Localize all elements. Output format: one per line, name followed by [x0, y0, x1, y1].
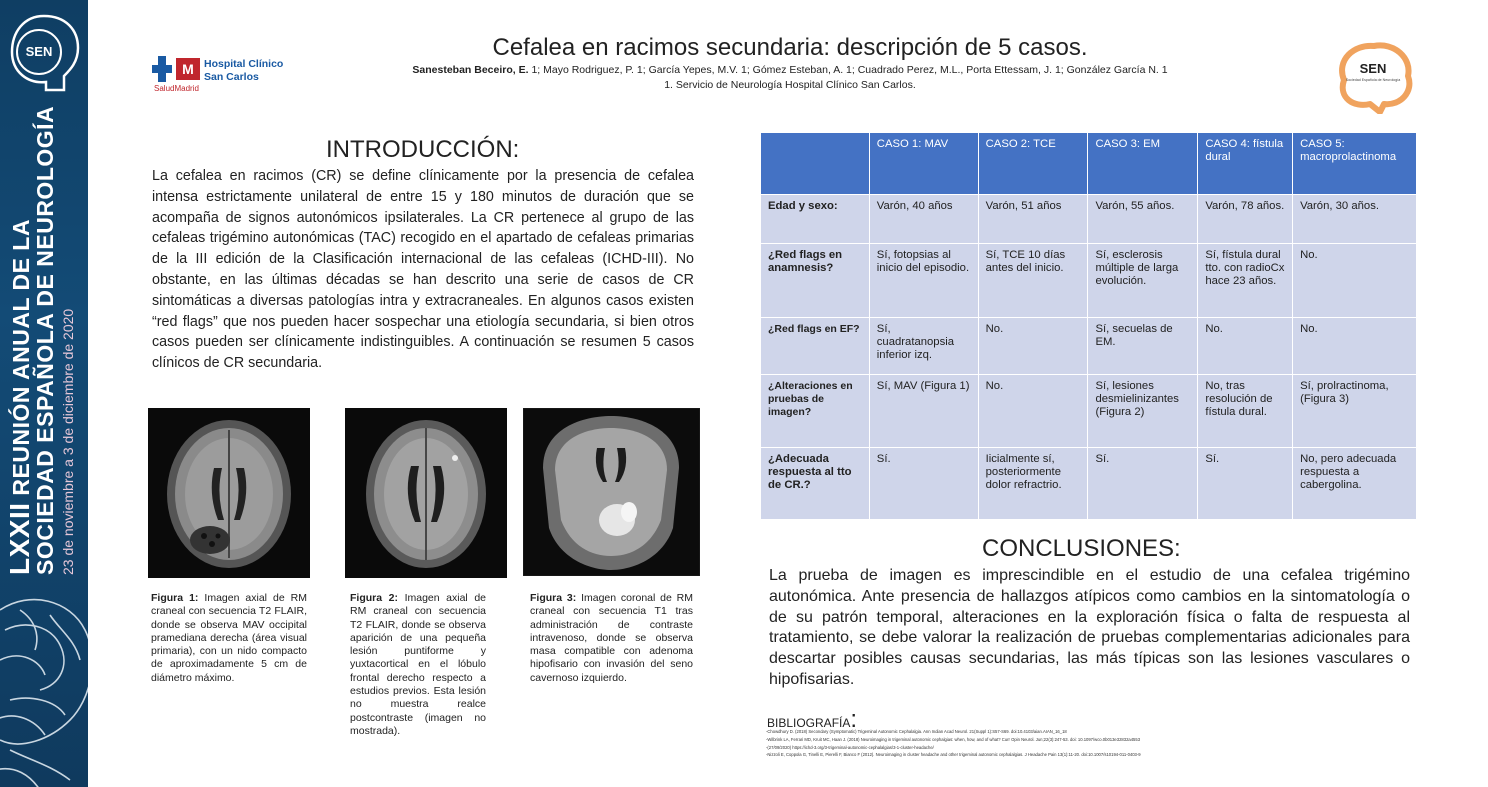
congress-dates: 23 de noviembre a 3 de diciembre de 2020 [60, 308, 76, 575]
table-row-header: ¿Adecuada respuesta al tto de CR.? [761, 448, 870, 520]
table-cell: Sí, cuadratanopsia inferior izq. [869, 318, 978, 375]
sidebar-logo-text: SEN [25, 44, 53, 59]
congress-number: LXXII [4, 502, 35, 575]
table-cell: Varón, 30 años. [1293, 195, 1417, 244]
conclusions-heading: CONCLUSIONES: [982, 535, 1181, 562]
bibliography-title: BIBLIOGRAFÍA [767, 716, 851, 730]
table-header-row [761, 133, 1417, 195]
first-author: Sanesteban Beceiro, E. [412, 64, 529, 76]
congress-line1: REUNIÓN ANUAL DE LA [8, 219, 34, 496]
figure-3-label: Figura 3: [530, 592, 577, 604]
intro-heading: INTRODUCCIÓN: [326, 136, 520, 163]
figure-1-label: Figura 1: [151, 592, 199, 604]
table-cell: Varón, 55 años. [1088, 195, 1198, 244]
figure-1-caption-text: Imagen axial de RM craneal con secuencia T2 FLAIR, donde se observa MAV occipital pramediana derecha (área visual primaria), con un nido compacto de aproximadamente 5 cm de diámetro máximo. [151, 592, 308, 684]
table-header-cell: CASO 1: MAV [869, 133, 978, 195]
hospital-cross-icon [152, 56, 202, 82]
poster-title: Cefalea en racimos secundaria: descripción de 5 casos. [492, 34, 1088, 61]
figure-2-mri-image [345, 408, 507, 578]
table-cell: Sí, TCE 10 días antes del inicio. [978, 244, 1088, 318]
table-cell: Iicialmente sí, posteriormente dolor refractrio. [978, 448, 1088, 520]
sen-logo [1330, 40, 1416, 114]
table-cell: No. [978, 318, 1088, 375]
hospital-logo [152, 56, 302, 96]
figure-3-mri-image [523, 408, 700, 576]
sen-logo-text: SEN [1359, 61, 1387, 76]
figure-1-caption [151, 592, 307, 685]
table-header-cell: CASO 4: fístula dural [1198, 133, 1293, 195]
table-cell: Sí. [1088, 448, 1198, 520]
bibliography-item: -Nizzoli E, Coppola G, Tinelli E, Pierelli F, Bianco F (2012). Neuroimaging in cluster headache and other trigeminal autonomic cephalalgias. J Headache Pain 13(1):11-20. doi:10.1007/s10194-011-0403-9 [766, 752, 1141, 758]
sidebar-banner [0, 0, 88, 787]
table-cell: No. [1198, 318, 1293, 375]
table-row-header: Edad y sexo: [761, 195, 870, 244]
table-cell: No. [1293, 244, 1417, 318]
table-cell: Sí, lesiones desmielinizantes (Figura 2) [1088, 375, 1198, 448]
svg-text:M: M [182, 61, 194, 77]
bibliography-item: -(27/09/2020) https://ichd-3.org/3-trigeminal-autonomic-cephalalgias/3-1-cluster-headache/ [766, 744, 934, 750]
table-cell: Varón, 51 años [978, 195, 1088, 244]
bibliography-colon: : [850, 706, 858, 733]
congress-line2: SOCIEDAD ESPAÑOLA DE NEUROLOGÍA [32, 105, 58, 575]
bibliography-item: -Chowdhury D. (2018) Secondary (Symptomatic) Trigeminal Autonomic Cephalalgia. Ann Indian Acad Neurol. 21(Suppl 1):S57-S69. doi:10.4103/aian.AIAN_16_18 [766, 729, 1067, 734]
table-cell: Sí. [1198, 448, 1293, 520]
table-cell: Sí, secuelas de EM. [1088, 318, 1198, 375]
figure-1-mri-image [148, 408, 310, 578]
hospital-name-line2: San Carlos [204, 71, 259, 83]
sen-brain-logo-icon [6, 10, 82, 98]
table-header-cell: CASO 5: macroprolactinoma [1293, 133, 1417, 195]
other-authors: 1; Mayo Rodriguez, P. 1; García Yepes, M.V. 1; Gómez Esteban, A. 1; Cuadrado Perez, M.L., Porta Ettessam, J. 1; González García N. 1 [528, 64, 1168, 76]
table-header-cell: CASO 3: EM [1088, 133, 1198, 195]
table-row [761, 448, 1417, 520]
table-row [761, 318, 1417, 375]
table-cell: Sí, fístula dural tto. con radioCx hace 23 años. [1198, 244, 1293, 318]
salud-madrid-text: SaludMadrid [154, 84, 199, 93]
table-cell: No, tras resolución de fístula dural. [1198, 375, 1293, 448]
table-row-header: ¿Red flags en EF? [761, 318, 870, 375]
table-header-cell: CASO 2: TCE [978, 133, 1088, 195]
table-header-cell [761, 133, 870, 195]
table-cell: Sí. [869, 448, 978, 520]
table-cell: Varón, 78 años. [1198, 195, 1293, 244]
table-row [761, 195, 1417, 244]
conclusions-paragraph: La prueba de imagen es imprescindible en el estudio de una cefalea trigémino autonómica. Ante presencia de hallazgos atípicos como cambios en la sintomatología o de su patrón temporal, alteraciones en la exploración física o falta de respuesta al tratamiento, se debe valorar la realización de pruebas complementarias adicionales para descartar posibles causas secundarias, las más típicas son las lesiones vasculares o hipofisarias. [769, 567, 1410, 688]
author-list [330, 64, 1250, 76]
figure-2-label: Figura 2: [350, 592, 398, 604]
table-row-header: ¿Red flags en anamnesis? [761, 244, 870, 318]
hospital-name-line1: Hospital Clínico [204, 58, 284, 70]
bibliography-list [766, 728, 1446, 759]
bibliography-item: -Wilbrink LA, Ferrari MD, Kruit MC, Haan J. (2018) Neuroimaging in trigeminal autonomic cephalgias: when, how, and of what? Curr Opin Neurol. Jun;22(3):247-53. doi: 10.1097/wco.0b013e32832a4553 [766, 736, 1141, 742]
table-row [761, 244, 1417, 318]
table-cell: Sí, MAV (Figura 1) [869, 375, 978, 448]
affiliation: 1. Servicio de Neurología Hospital Clínico San Carlos. [664, 79, 916, 91]
table-cell: Varón, 40 años [869, 195, 978, 244]
table-cell: No, pero adecuada respuesta a cabergolina. [1293, 448, 1417, 520]
brain-illustration-icon [0, 590, 88, 787]
table-cell: Sí, fotopsias al inicio del episodio. [869, 244, 978, 318]
table-row-header: ¿Alteraciones en pruebas de imagen? [761, 375, 870, 448]
table-cell: No. [1293, 318, 1417, 375]
table-cell: No. [978, 375, 1088, 448]
table-cell: Sí, prolractinoma, (Figura 3) [1293, 375, 1417, 448]
figure-3-caption-text: Imagen coronal de RM craneal con secuencia T1 tras administración de contraste intravenoso, donde se observa masa compatible con adenoma hipofisario con invasión del seno cavernoso izquierdo. [530, 592, 693, 684]
cases-table [760, 132, 1417, 520]
sidebar-vertical-text [4, 105, 77, 575]
figure-3-caption [530, 592, 693, 685]
intro-paragraph: La cefalea en racimos (CR) se define clínicamente por la presencia de cefalea intensa estrictamente unilateral de entre 15 y 180 minutos de duración que se acompaña de signos autonómicos ipsilaterales. La CR pertenece al grupo de las cefaleas trigémino autonómicas (TAC) recogido en el apartado de cefaleas primarias de la III edición de la Clasificación internacional de las cefaleas (ICHD-III). No obstante, en las últimas décadas se han descrito una serie de casos de CR sintomáticas a diversas patologías intra y extracraneales. En algunos casos existen “red flags” que nos pueden hacer sospechar una etiología secundaria, si bien otros casos pueden ser clínicamente indistinguibles. A continuación se resumen 5 casos clínicos de CR secundaria. [152, 168, 694, 372]
sen-logo-sub: Sociedad Española de Neurología [1345, 78, 1401, 82]
table-row [761, 375, 1417, 448]
figure-2-caption [350, 592, 486, 738]
table-cell: Sí, esclerosis múltiple de larga evolución. [1088, 244, 1198, 318]
figure-2-caption-text: Imagen axial de RM craneal con secuencia T2 FLAIR, donde se observa aparición de una pequeña lesión puntiforme y yuxtacortical en el lóbulo frontal derecho respecto a estudios previos. Esta lesión no muestra realce postcontraste (imagen no mostrada). [350, 592, 486, 737]
